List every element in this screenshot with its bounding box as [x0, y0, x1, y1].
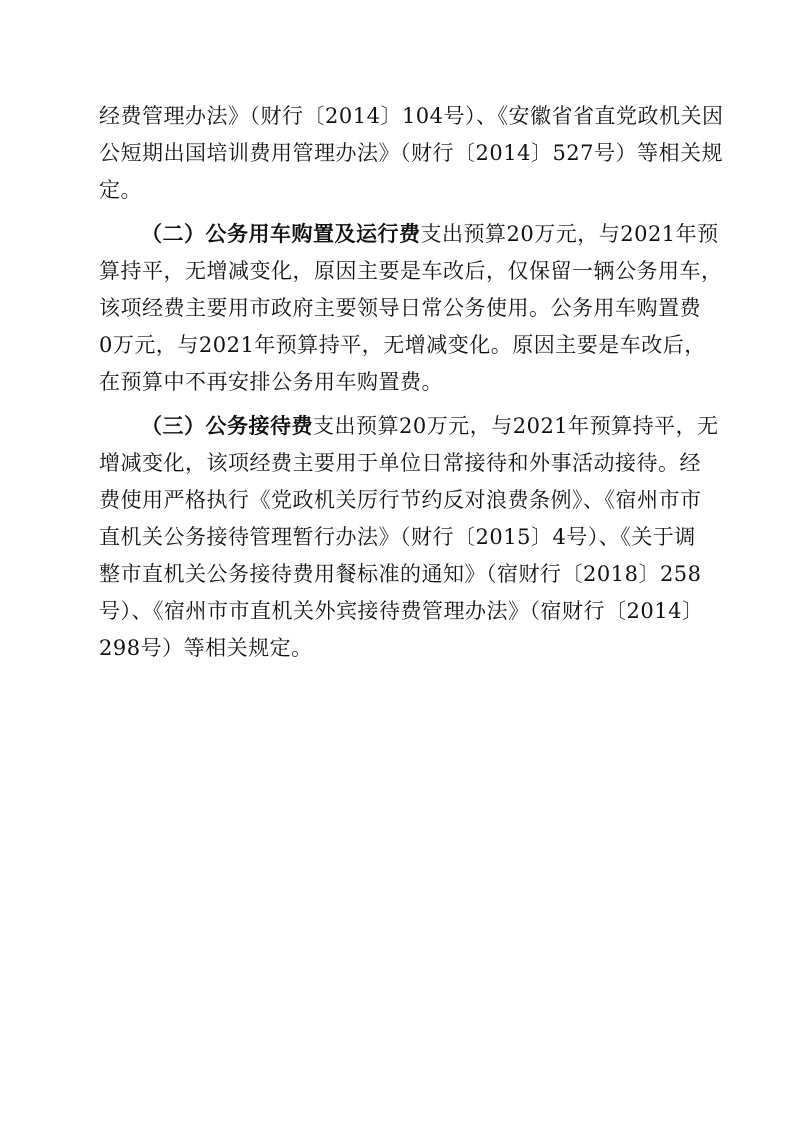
- paragraph-reception-expenses: [99, 408, 719, 667]
- text-line: 该项经费主要用市政府主要领导日常公务使用。公务用车购置费: [99, 296, 701, 320]
- text-line-first: [99, 216, 719, 253]
- section-heading-reception: （三）公务接待费: [141, 414, 313, 438]
- text-run: 支出预算20万元，与2021年预: [420, 222, 719, 246]
- text-line: 在预算中不再安排公务用车购置费。: [99, 370, 443, 394]
- text-line: 298号）等相关规定。: [99, 636, 313, 660]
- text-line-first: [99, 408, 719, 445]
- text-line: 定。: [99, 178, 142, 202]
- paragraph-continuation: [99, 98, 724, 209]
- text-line: 费使用严格执行《党政机关厉行节约反对浪费条例》、《宿州市市: [99, 488, 702, 512]
- text-line: 经费管理办法》（财行〔2014〕104号）、《安徽省省直党政机关因: [99, 104, 724, 128]
- text-line: 增减变化，该项经费主要用于单位日常接待和外事活动接待。经: [99, 451, 701, 475]
- text-line: 公短期出国培训费用管理办法》（财行〔2014〕527号）等相关规: [99, 141, 724, 165]
- section-heading-vehicle: （二）公务用车购置及运行费: [141, 222, 421, 246]
- text-line: 0万元，与2021年预算持平，无增减变化。原因主要是车改后，: [99, 333, 706, 357]
- text-run: 支出预算20万元，与2021年预算持平，无: [313, 414, 719, 438]
- text-line: 算持平，无增减变化，原因主要是车改后，仅保留一辆公务用车，: [99, 259, 723, 283]
- text-line: 整市直机关公务接待费用餐标准的通知》（宿财行〔2018〕258: [99, 562, 702, 586]
- paragraph-vehicle-expenses: [99, 216, 723, 401]
- text-line: 号）、《宿州市市直机关外宾接待费管理办法》（宿财行〔2014〕: [99, 599, 704, 623]
- text-line: 直机关公务接待管理暂行办法》（财行〔2015〕4号）、《关于调: [99, 525, 696, 549]
